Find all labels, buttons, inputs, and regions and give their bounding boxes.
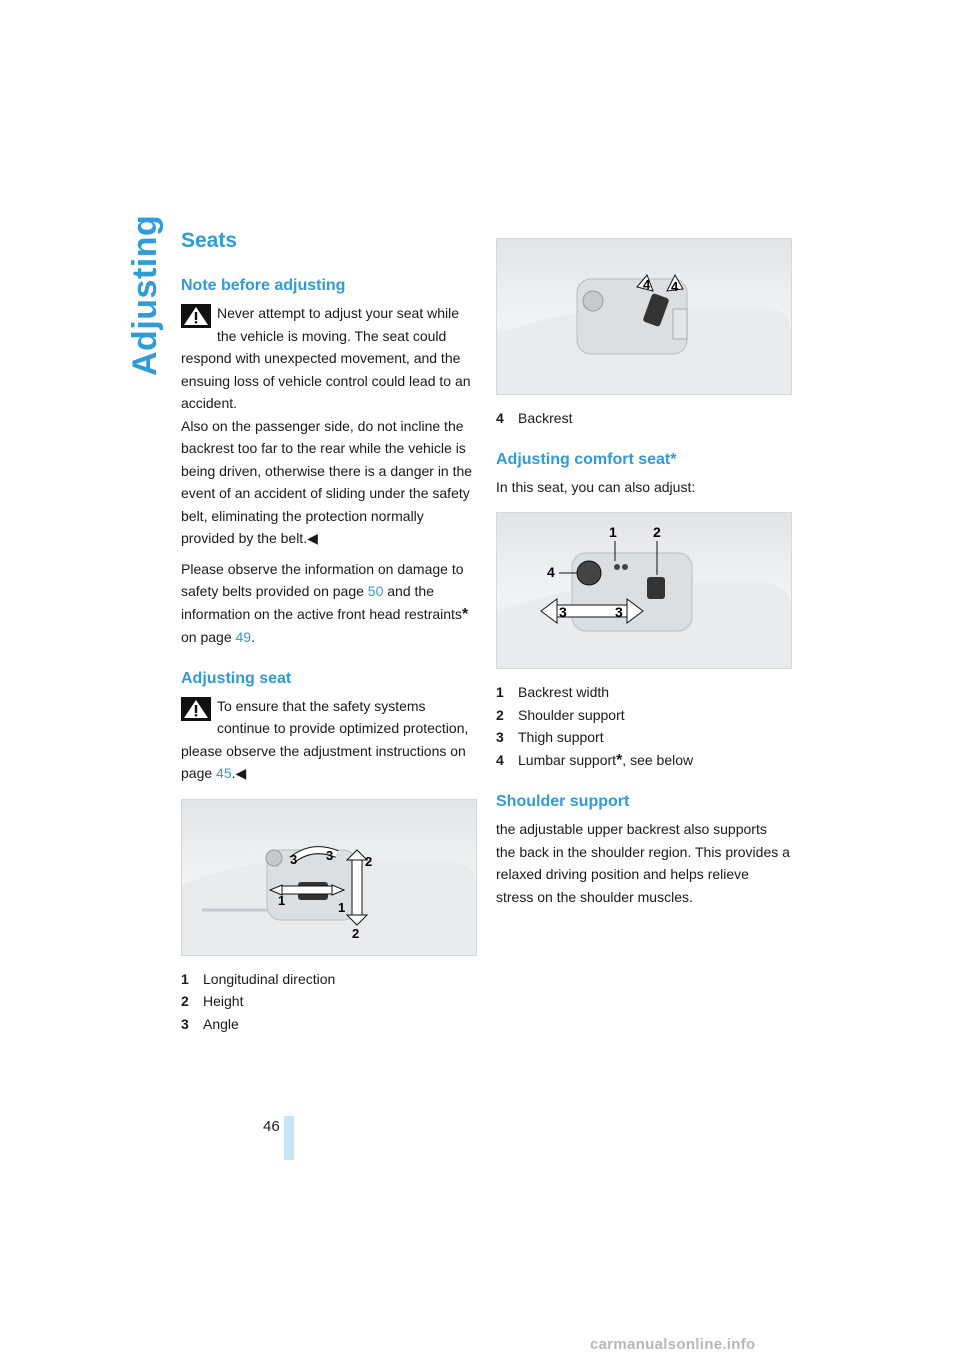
legend-label: Height: [203, 993, 244, 1009]
legend-number: 4: [496, 751, 504, 768]
page-link-50[interactable]: 50: [367, 583, 384, 599]
legend-item: [496, 704, 790, 727]
info-text: .: [251, 629, 255, 645]
legend-item: [181, 1013, 475, 1036]
page-number: 46: [263, 1118, 280, 1135]
figure-label: 2: [653, 524, 661, 540]
legend-item: [496, 726, 790, 749]
warning-text-2: Also on the passenger side, do not incline the backrest too far to the rear while the vehicle is being driven, otherwise there is a danger in the event of an accident of sliding under the safety belt, eliminating the protection normally provided by the belt.: [181, 417, 473, 546]
warning-block: [181, 302, 475, 550]
figure-label: 3: [559, 604, 567, 620]
legend-number: 2: [181, 993, 189, 1009]
legend-suffix: , see below: [622, 751, 694, 768]
comfort-text: In this seat, you can also adjust:: [496, 478, 696, 495]
legend-item: [496, 407, 790, 430]
footer-watermark: carmanualsonline.info: [590, 1336, 756, 1353]
figure-label: 3: [326, 847, 334, 863]
figure-label: 4: [547, 564, 555, 580]
figure-label: 2: [352, 925, 360, 941]
warning-text: Never attempt to adjust your seat while the vehicle is moving. The seat could respond with unexpected movement, and the ensuing loss of vehicle control could lead to an accident.: [181, 305, 471, 411]
legend-number: 1: [496, 684, 504, 700]
info-text: Please observe the information on damage to safety belts provided on page: [181, 560, 464, 599]
page-link-45[interactable]: 45: [216, 765, 232, 781]
end-mark: ◀: [235, 765, 247, 781]
legend-label: Shoulder support: [518, 706, 625, 723]
info-paragraph: [181, 558, 475, 649]
legend-number: 3: [496, 729, 504, 745]
figure-label: 2: [365, 853, 373, 869]
legend-label: Lumbar support: [518, 751, 617, 768]
warning-text: To ensure that the safety systems continue to provide optimized protection, please observe the adjustment instructions on page: [181, 697, 469, 781]
sidebar-chapter-title: [122, 214, 164, 380]
option-star: *: [616, 751, 623, 769]
legend-label: Thigh support: [518, 729, 604, 745]
right-column: [496, 238, 790, 916]
warning-triangle-icon: [181, 304, 211, 328]
legend-item: [181, 968, 475, 991]
option-star: *: [461, 605, 469, 623]
figure-label: 1: [338, 899, 346, 915]
legend-number: 2: [496, 706, 504, 723]
legend-item: [496, 681, 790, 704]
legend-label: Backrest width: [518, 684, 610, 700]
page-marker-bar: [284, 1116, 294, 1160]
legend-label: Longitudinal direction: [203, 970, 336, 987]
figure-label: 1: [609, 524, 617, 540]
seat-controls-figure-1: [181, 799, 477, 956]
comfort-seat-illustration: [497, 513, 791, 668]
backrest-illustration: [497, 239, 791, 394]
shoulder-support-text: the adjustable upper backrest also supports the back in the shoulder region. This provides a relaxed driving position and helps relieve stress on the shoulder muscles.: [496, 821, 790, 905]
legend-list-1: [181, 968, 475, 1036]
legend-number: 3: [181, 1015, 189, 1032]
warning-triangle-icon: [181, 697, 211, 721]
info-text: on page: [181, 629, 236, 645]
figure-label: 3: [615, 604, 623, 620]
figure-label: 4: [643, 277, 651, 292]
end-mark: ◀: [307, 530, 318, 546]
legend-number: 1: [181, 970, 189, 987]
section-title: Seats: [181, 229, 238, 252]
info-text: and the information on the active front head restraints: [181, 583, 462, 622]
legend-label: Backrest: [518, 410, 573, 426]
comfort-seat-heading: Adjusting comfort seat*: [496, 450, 677, 468]
legend-label: Angle: [203, 1015, 239, 1032]
chapter-title-text: Adjusting: [126, 214, 164, 376]
adjusting-seat-heading: Adjusting seat: [181, 669, 292, 687]
figure-label: 3: [290, 851, 298, 867]
page-link-49[interactable]: 49: [235, 629, 252, 645]
figure-label: 4: [671, 279, 679, 294]
note-heading: Note before adjusting: [181, 277, 346, 294]
legend-item: [181, 990, 475, 1013]
legend-item: [496, 749, 790, 773]
legend-number: 4: [496, 410, 504, 426]
comfort-seat-figure: [496, 512, 792, 669]
left-column: [181, 226, 475, 1035]
warning-block: [181, 695, 475, 785]
warning-text: .: [231, 765, 236, 781]
figure-label: 1: [278, 892, 286, 908]
shoulder-support-heading: Shoulder support: [496, 793, 630, 810]
backrest-figure: [496, 238, 792, 395]
seat-controls-illustration: [182, 800, 476, 955]
legend-list-comfort: [496, 681, 790, 772]
